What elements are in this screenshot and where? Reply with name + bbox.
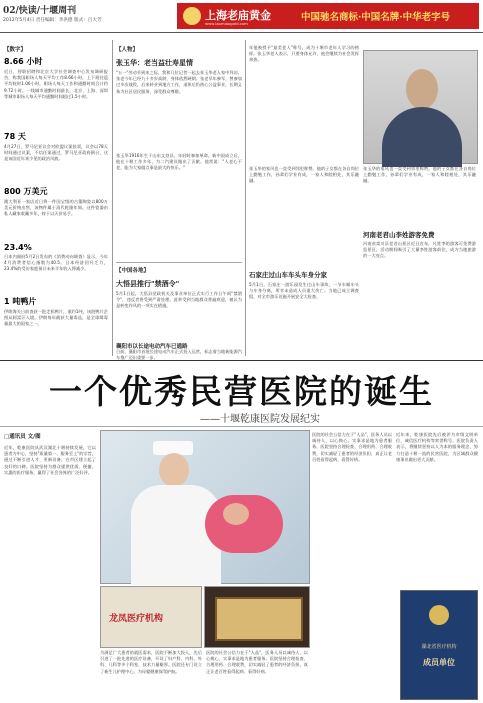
- nurse-photo: [100, 430, 310, 584]
- stat-text: 4月27日，罗马尼亚议会对欧盟议案投票，议会以78天时间通过议案，不信任案通过，罗马尼亚政府倒台，这是该国近年来少见的政治风波。: [4, 144, 108, 162]
- stat-block-4: [4, 243, 108, 302]
- ad-slogan: 中国驰名商标·中国名牌·中华老字号: [301, 12, 451, 23]
- date-line: 2012年5月4日 责任编辑：李洪德 版式：吕大芳: [3, 18, 102, 23]
- certificate-photo: [400, 590, 478, 700]
- nurse-face: [159, 453, 189, 487]
- ad-url: www.laomiaogold.com: [205, 21, 248, 26]
- news-text-1: 5月1日起，大悟县党政机关及事业单位正式实行工作日午间"禁酒令"，违反者将受到严肃处理。此举受到当地群众普遍欢迎，被认为是转变作风的一项实在措施。: [116, 291, 242, 309]
- stat-block-1: [4, 56, 108, 137]
- news-subtitle-1: 大悟县推行"禁酒令": [116, 280, 180, 288]
- stat-text: 近日，智联招聘和北京大学社会调查中心发布调研报告，称我国职场人每天平均工作8.66小时，上下班往返平均耗时1.06小时。职场人每天工作和通勤时间合计约9.72小时。一线城市通勤时间最长，北京、上海、深圳等城市职场人每天平均通勤时间超过1.5小时。: [4, 69, 108, 99]
- portrait-head: [406, 69, 438, 109]
- feature-col-c: 医院的社会公信力在于"人品"，医务人员以诚待人、以心换心，实事求是地为患者服务。医院坚持合理检查、合理用药、合理收费，切实减轻了患者的经济负担，真正让老百姓看得起病、看得好病。: [312, 432, 392, 462]
- baby-blanket: [205, 495, 283, 553]
- page-label: 02/快读/十堰周刊: [3, 6, 77, 16]
- brand-logo: [183, 7, 201, 25]
- col3-text-2: 张玉华的家风也一直受到邻里称赞。他的子女都在各自岗位上勤勉工作，孙辈们学业有成，一家人和睦相处，其乐融融。: [249, 166, 359, 184]
- stat-text: 伊朗海关日前查获一批走私鸭片，重约1吨，该批鸭片企图从阿富汗入境。伊朗每年截获大量毒品，是全球缉毒量最大的国家之一。: [4, 309, 108, 327]
- emblem-icon: [429, 605, 449, 625]
- portrait-body: [382, 107, 462, 167]
- hospital-sign-photo: [100, 586, 202, 648]
- portrait-photo: [363, 50, 478, 164]
- feature-col-b: 为满足广大患者的就医需求，医院不断加大投入，先后引进了一批先进的医疗设备，开设了妇产科、内科、外科、儿科等多个科室，技术力量雄厚。医院还专门设立了新生儿护理中心，为母婴健康保驾护航。: [100, 650, 202, 674]
- certificate-title: 湖北省医疗机构: [421, 644, 457, 650]
- hospital-sign: 龙凤医疗机构: [109, 614, 164, 624]
- col1-tag: 【数字】: [4, 47, 27, 53]
- stat-number: 78 天: [4, 132, 26, 141]
- stat-number: 23.4%: [4, 243, 32, 252]
- header-ad-banner: [177, 3, 479, 29]
- photo-caption: 河南老君山李姓游客免费: [363, 231, 435, 239]
- col2-tag-2: 【中国各地】: [116, 268, 150, 274]
- feature-byline: □通讯员 文/图: [4, 434, 41, 440]
- caption-text: 河南省栾川县老君山景区近日宣布，凡姓李的游客可免费游览景区，活动期间吸引了大量李姓游客前往，成为当地旅游的一大亮点。: [363, 241, 476, 259]
- ad-brand: 上海老庙黄金: [205, 9, 271, 22]
- feature-col-d: 近年来，乾康医院先后被评为市级文明单位、诚信医疗机构等荣誉称号。医院负责人表示，将继续坚持以人为本的服务理念，努力打造十堰一流的民营医院，为区域群众健康事业做出更大贡献。: [396, 432, 478, 462]
- accident-text: 5月1日，石家庄一游乐园发生过山车事故，一节车厢车头与车身分离，所幸未造成人员重大伤亡。当地已成立调查组，对全市游乐设施开展安全大检查。: [249, 282, 359, 300]
- person-title: 张玉华：老当益壮寿星情: [116, 59, 193, 67]
- stat-text: 澳大利亚一家店近日将一件国宝级的古董陶瓷以800万美元价格出售，该物件属于清代乾隆年间。这件瓷器由私人藏家收藏多年，终于以天价易手。: [4, 199, 108, 217]
- stat-block-2: [4, 131, 108, 194]
- stat-block-3: [4, 186, 108, 251]
- feature-headline: 一个优秀民营医院的诞生: [49, 372, 434, 411]
- col2-tag: 【人物】: [116, 47, 139, 53]
- stat-number: 1 吨鸭片: [4, 297, 37, 306]
- plaque-inner: [215, 597, 303, 641]
- stat-block-5: [4, 296, 108, 367]
- baby-face: [223, 503, 249, 525]
- plaque-photo: [204, 586, 310, 648]
- feature-subheadline: ——十堰乾康医院发展纪实: [200, 414, 320, 425]
- stat-text: 日本内阁府5月2日发布的《消费动向调查》显示，今年4月消费者信心指数为40.5。日本经济回升乏力，23.4%的受访家庭预计未来半年收入将减少。: [4, 254, 108, 272]
- feature-col-b2: 医院的社会公信力在于"人品"，医务人员以诚待人、以心换心，实事求是地为患者服务。医院坚持合理检查、合理用药、合理收费，切实减轻了患者的经济负担，真正让老百姓看得起病、看得好病。: [206, 650, 308, 674]
- feature-col-a: 近年，乾康医院从武汉湖北十堰持续发展，它以患者为中心，坚持"质量第一、服务至上"的宗旨，通过不断引进人才、更新设备，在市区建立起了良好的口碑。医院坚持为群众提供优质、便捷、实惠的医疗服务，赢得了社会各界的广泛好评。: [4, 445, 96, 475]
- stat-number: 8.66 小时: [4, 57, 43, 66]
- accident-subtitle: 石家庄过山车车头车身分家: [249, 271, 327, 279]
- col3-side-text: 张玉华的家风也一直受到邻里称赞。他的子女都在各自岗位上勤勉工作，孙辈们学业有成，一家人和睦相处，其乐融融。: [363, 166, 476, 184]
- person-text-1: "五一"劳动节到来之际，我和几位记者一起去张玉华老人家中拜访。张老今年已经九十多岁高龄，身体依然硬朗。张老早年参军，曾参加过多次战役，后来转业到地方工作，退休后仍热心公益事业，长期义务为社区居民服务，深受群众尊敬。: [116, 70, 242, 94]
- certificate-sub: 成员单位: [423, 658, 455, 667]
- person-text-2: 张玉华1916年生于山东文登县，年轻时参加革命。新中国成立后，他在十堰工作多年，为二汽建设做出了贡献。他常说："人老心不老，能为大家做点事是最大的快乐。": [116, 153, 242, 171]
- col3-text-1: 年他被授予"最美老人"称号，成为十堰市老年人学习的榜样。张玉华老人表示，只要身体允许，他会继续为社会发挥余热。: [249, 45, 359, 63]
- stat-number: 800 万美元: [4, 187, 48, 196]
- news-subtitle-2: 襄阳市以长途电动汽车已通路: [116, 344, 188, 350]
- news-text-2: 日前，襄阳市首批长途电动汽车正式投入运营，标志着当地新能源汽车推广迈出重要一步。: [116, 349, 242, 361]
